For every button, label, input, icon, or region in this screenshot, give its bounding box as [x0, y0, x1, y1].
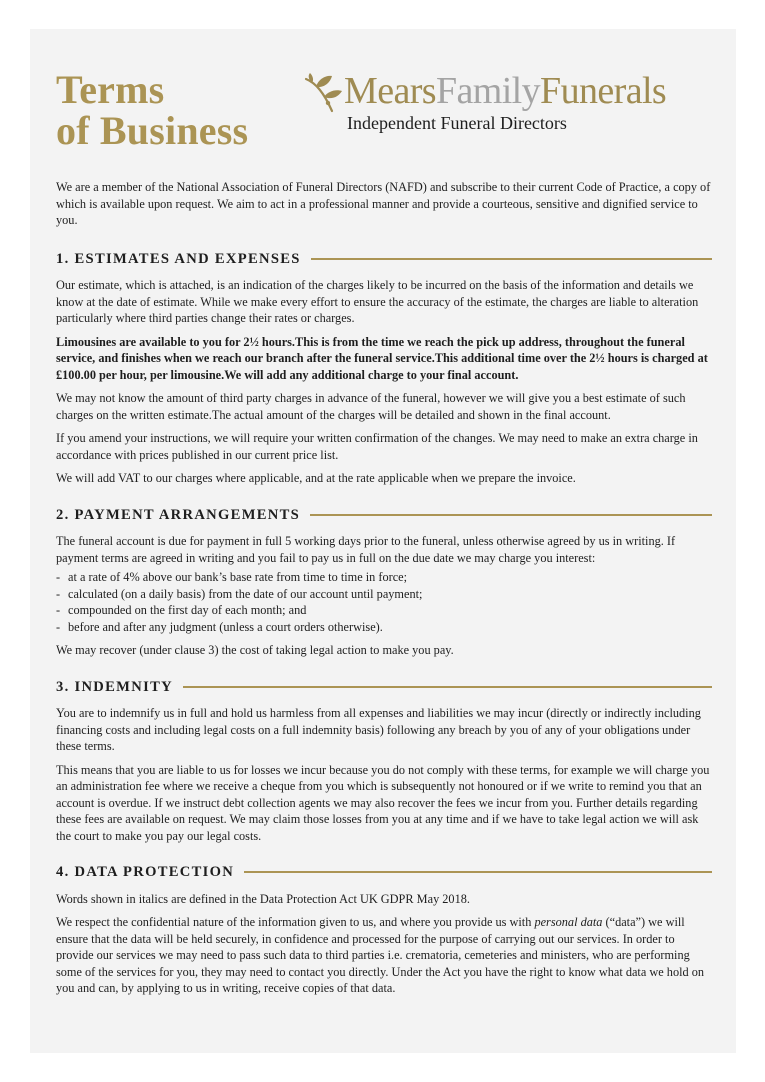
section-estimates [56, 251, 712, 487]
paragraph: You are to indemnify us in full and hold us harmless from all expenses and liabilities we may incur (directly or indirectly including financing costs and including legal costs on a full indemnity basis) following any breach by you of any of your obligations under these terms. [56, 706, 701, 753]
paragraph: This means that you are liable to us for losses we incur because you do not comply with these terms, for example we will charge you an administration fee where we receive a cheque from you which is subsequently not honoured or if we write to remind you that an account is overdue. If we instruct debt collection agents we may also recover the fees we incur from you. Further details regarding these fees are available on request. We may claim those losses from you at any time and if we have to take legal action we will ask the court to make you pay our legal costs. [56, 762, 710, 843]
page-title [56, 69, 248, 151]
title-line-1: Terms [56, 67, 165, 112]
brand-wordmark [344, 71, 666, 111]
section-heading-row [56, 251, 712, 268]
list-item: - compounded on the first day of each month; and [56, 603, 307, 617]
section-heading: 2. PAYMENT ARRANGEMENTS [56, 506, 301, 523]
brand-word-mears: Mears [344, 70, 436, 112]
section-heading-row [56, 507, 712, 524]
paragraph: Our estimate, which is attached, is an indication of the charges likely to be incurred on the basis of the information and details we know at the date of estimate. While we make every effort to ensure the accuracy of the estimate, the charges are liable to alteration particularly where third parties change their rates or charges. [56, 278, 699, 325]
section-data-protection [56, 864, 712, 997]
heading-rule [244, 871, 712, 873]
intro-paragraph: We are a member of the National Association of Funeral Directors (NAFD) and subscribe to their current Code of Practice, a copy of which is available upon request. We aim to act in a professional manner and provide a courteous, sensitive and dignified service to you. [56, 180, 711, 227]
section-indemnity [56, 679, 712, 845]
heading-rule [310, 514, 712, 516]
paragraph-personal-data [56, 914, 712, 997]
section-heading-row [56, 679, 712, 696]
interest-list [56, 569, 712, 635]
list-item: - before and after any judgment (unless a court orders otherwise). [56, 619, 383, 634]
list-item-text: compounded on the first day of each month; and [68, 603, 307, 617]
section-heading-row [56, 864, 712, 881]
paragraph-limousines: Limousines are available to you for 2½ hours.This is from the time we reach the pick up address, throughout the funeral service, and finishes when we reach our branch after the funeral service.This additional time over the 2½ hours is charged at £100.00 per hour, per limousine.We will add any additional charge to your final account. [56, 334, 708, 382]
paragraph: Words shown in italics are defined in the Data Protection Act UK GDPR May 2018. [56, 891, 470, 906]
defined-term: personal data [534, 915, 603, 929]
list-item: - at a rate of 4% above our bank’s base rate from time to time in force; [56, 570, 408, 584]
heading-rule [183, 686, 712, 688]
list-item: - calculated (on a daily basis) from the date of our account until payment; [56, 586, 423, 601]
section-heading: 4. DATA PROTECTION [56, 864, 235, 880]
paragraph: If you amend your instructions, we will require your written confirmation of the changes. We may need to make an extra charge in accordance with prices published in our current price list. [56, 431, 698, 462]
section-payment [56, 507, 712, 659]
text-run: (“data”) we will ensure that the data will be held securely, in confidence and processed for the purpose of carrying out our services. In order to provide our services we may need to pass such data to third parties i.e. crematoria, cemeteries and ministers, who are performing some of the services for you, they may need to contact you directly. Under the Act you have the right to know what data we hold on you and can, by applying to us in writing, receive copies of that data. [56, 915, 705, 995]
brand-tagline: Independent Funeral Directors [347, 113, 567, 133]
brand-word-funerals: Funerals [540, 70, 667, 112]
list-item-text: calculated (on a daily basis) from the date of our account until payment; [68, 586, 423, 601]
text-run: We respect the confidential nature of the information given to us, and where you provide us with [56, 915, 535, 929]
title-line-2: of Business [56, 108, 249, 153]
paragraph: We will add VAT to our charges where applicable, and at the rate applicable when we prepare the invoice. [56, 471, 576, 485]
brand-logo [302, 70, 714, 143]
document-page [30, 29, 736, 1053]
list-item-text: at a rate of 4% above our bank’s base rate from time to time in force; [68, 570, 408, 584]
section-heading: 3. INDEMNITY [56, 678, 173, 695]
section-heading: 1. ESTIMATES AND EXPENSES [56, 250, 301, 267]
paragraph: We may not know the amount of third party charges in advance of the funeral, however we will give you a best estimate of such charges on the written estimate.The actual amount of the charges will be detailed and shown in the final account. [56, 391, 686, 422]
leaf-sprig-icon [302, 73, 350, 113]
document-body [56, 179, 712, 1017]
paragraph: The funeral account is due for payment in full 5 working days prior to the funeral, unless otherwise agreed by us in writing. If payment terms are agreed in writing and you fail to pay us in full on the due date we may charge you interest: [56, 534, 676, 565]
paragraph: We may recover (under clause 3) the cost of taking legal action to make you pay. [56, 643, 454, 657]
list-item-text: before and after any judgment (unless a court orders otherwise). [68, 619, 383, 634]
heading-rule [311, 258, 712, 260]
brand-word-family: Family [435, 70, 541, 112]
